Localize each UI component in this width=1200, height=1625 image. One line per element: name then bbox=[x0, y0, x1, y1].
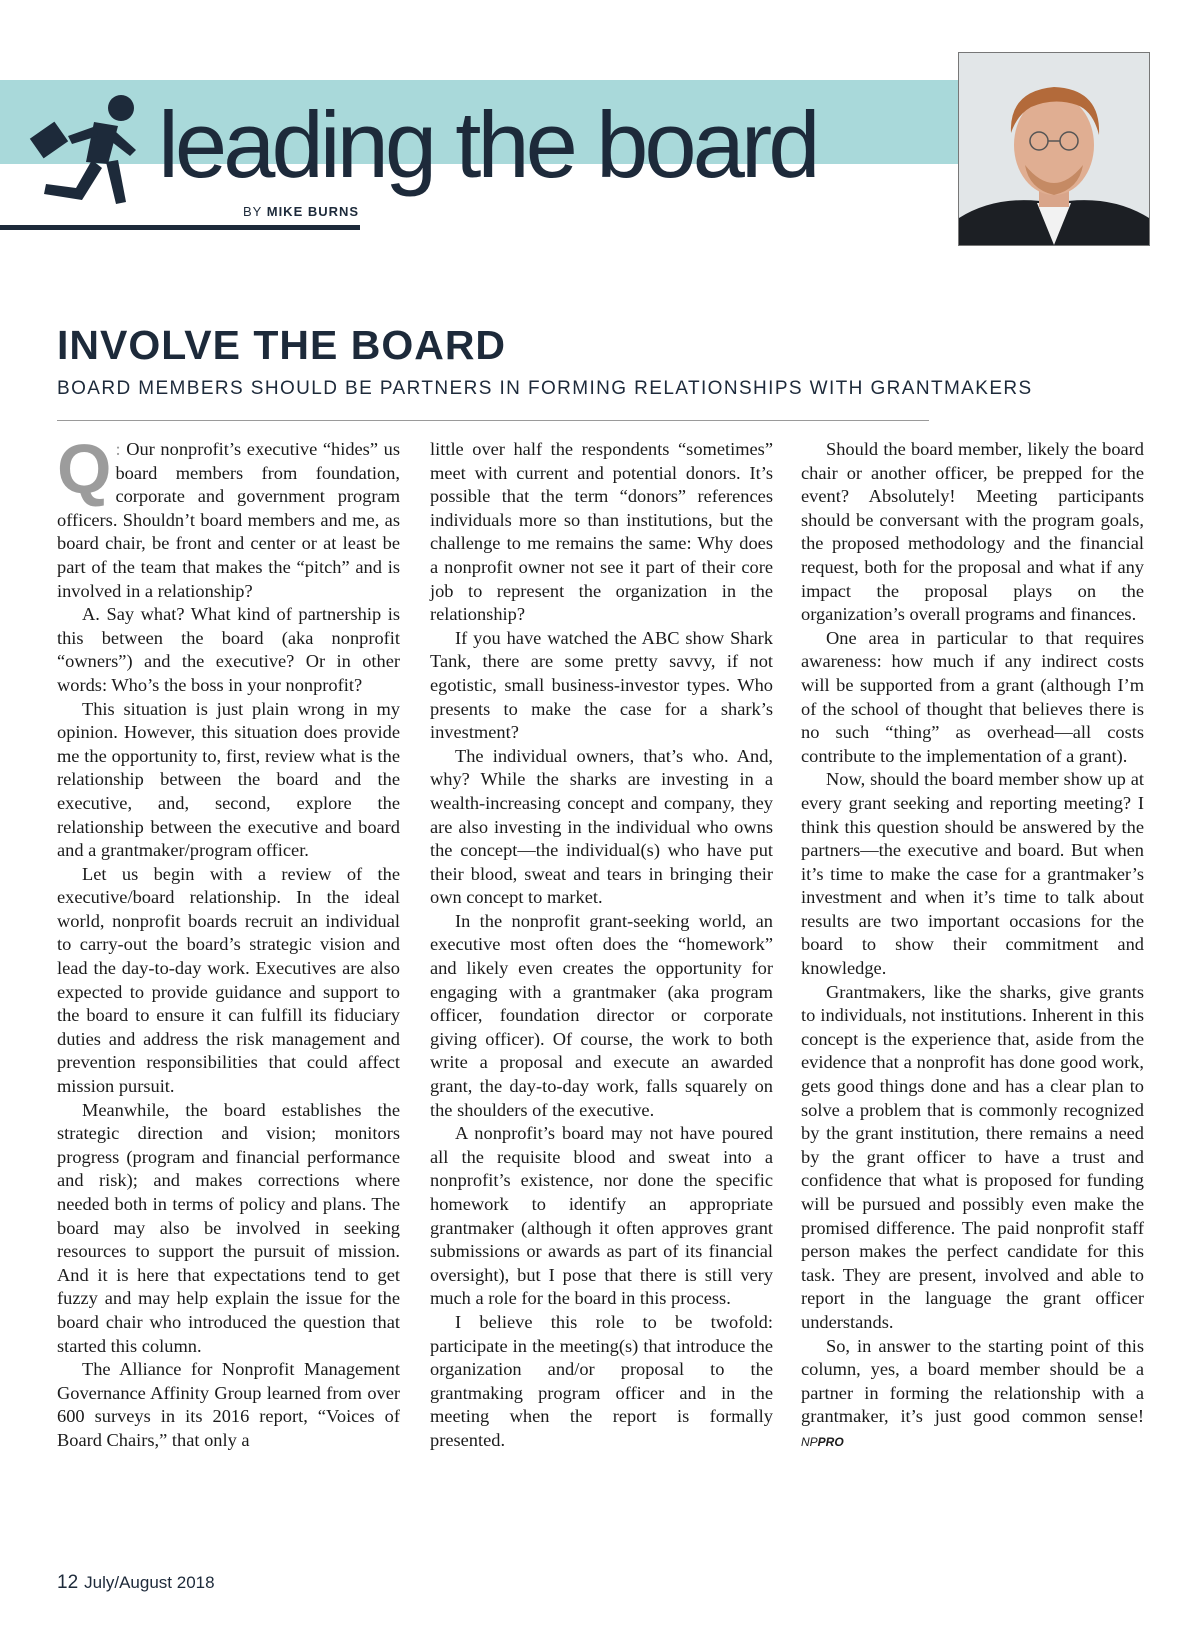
paragraph: Should the board member, likely the board chair or another officer, be prepped for the event? Absolutely! Meeting participants should be conversant with the program goals, the proposed methodology and the financial request, both for the proposal and what if any impact the proposal plays on the organization’s overall programs and finances. bbox=[801, 439, 1144, 625]
page-footer bbox=[57, 1572, 215, 1594]
paragraph: The individual owners, that’s who. And, why? While the sharks are investing in a wealth-increasing concept and company, they are also investing in the individual who owns the concept—the individual(s) who have put their blood, sweat and tears in bringing their own concept to market. bbox=[430, 745, 773, 908]
running-man-icon bbox=[28, 92, 146, 212]
drop-cap: Q bbox=[57, 430, 112, 508]
paragraph: A. Say what? What kind of partnership is this between the board (aka nonprofit “owners”) and the executive? Or in other words: Who’s the boss in your nonprofit? bbox=[57, 604, 400, 695]
column-1 bbox=[57, 430, 400, 1453]
np-pro-signature bbox=[801, 1435, 844, 1449]
deck: BOARD MEMBERS SHOULD BE PARTNERS IN FORMING RELATIONSHIPS WITH GRANTMAKERS bbox=[57, 378, 1033, 399]
paragraph: A nonprofit’s board may not have poured all the requisite blood and sweat into a nonprofit’s existence, nor done the specific homework to identify an appropriate grantmaker (although it often approves grant submissions or awards as part of its financial oversight), but I pose that there is still very much a role for the board in this process. bbox=[430, 1123, 773, 1309]
closing-paragraph bbox=[801, 1335, 1144, 1455]
column-title: leading the board bbox=[158, 92, 817, 197]
paragraph: This situation is just plain wrong in my opinion. However, this situation does provide me the opportunity to, first, review what is the relationship between the board and the executive, and, second, explore the relationship between the executive and board and a grantmaker/program officer. bbox=[57, 698, 400, 861]
question-paragraph bbox=[57, 430, 400, 603]
paragraph: I believe this role to be twofold: participate in the meeting(s) that introduce the organization and/or proposal to the grantmaking program officer and in the meeting when the report is formally presented. bbox=[430, 1311, 773, 1450]
byline-prefix: BY bbox=[243, 204, 263, 219]
headline: INVOLVE THE BOARD bbox=[57, 322, 507, 368]
drop-colon: : bbox=[115, 439, 121, 459]
paragraph: If you have watched the ABC show Shark Tank, there are some pretty savvy, if not egotistic, small business-investor types. Who presents to make the case for a shark’s investment? bbox=[430, 627, 773, 743]
title-underline bbox=[0, 225, 360, 230]
issue-date: July/August 2018 bbox=[84, 1573, 215, 1592]
byline bbox=[243, 204, 359, 219]
paragraph: One area in particular to that requires awareness: how much if any indirect costs will be supported from a grant (although I’m of the school of thought that believes there is no such “thing” as overhead—all costs contribute to the implementation of a grant). bbox=[801, 627, 1144, 766]
deck-divider bbox=[57, 420, 929, 421]
paragraph: little over half the respondents “sometimes” meet with current and potential donors. It’s possible that the term “donors” references individuals more so than institutions, but the challenge to me remains the same: Why does a nonprofit owner not see it part of their core job to represent the organization in the relationship? bbox=[430, 439, 773, 625]
column-2 bbox=[430, 438, 773, 1453]
byline-author: MIKE BURNS bbox=[266, 204, 360, 219]
sig-np: NP bbox=[801, 1434, 818, 1449]
paragraph: Grantmakers, like the sharks, give grants to individuals, not institutions. Inherent in this concept is the experience that, aside from the evidence that a nonprofit has done good work, gets good things done and has a clear plan to solve a problem that is commonly recognized by the grant institution, there remains a need by the grant officer to have a trust and confidence that what is proposed for funding will be pursued and possibly even make the promised difference. The paid nonprofit staff person makes the perfect candidate for this task. They are present, involved and able to report in the language the grant officer understands. bbox=[801, 981, 1144, 1332]
question-text: Our nonprofit’s executive “hides” us board members from foundation, corporate and government program officers. Shouldn’t board members and me, as board chair, be front and center or at least be part of the team that makes the “pitch” and is involved in a relationship? bbox=[57, 439, 400, 601]
author-photo bbox=[958, 52, 1150, 246]
sig-pro: PRO bbox=[817, 1434, 844, 1449]
paragraph: Meanwhile, the board establishes the strategic direction and vision; monitors progress (program and financial performance and risk); and makes corrections where needed both in terms of policy and plans. The board may also be involved in seeking resources to support the pursuit of mission. And it is here that expectations tend to get fuzzy and may help explain the issue for the board chair who introduced the question that started this column. bbox=[57, 1099, 400, 1356]
paragraph: Let us begin with a review of the executive/board relationship. In the ideal world, nonprofit boards recruit an individual to carry-out the board’s strategic vision and lead the day-to-day work. Executives are also expected to provide guidance and support to the board to ensure it can fulfill its fiduciary duties and address the risk management and prevention responsibilities that could affect mission pursuit. bbox=[57, 863, 400, 1097]
column-3 bbox=[801, 438, 1144, 1455]
closing-text: So, in answer to the starting point of this column, yes, a board member should be a partner in forming the relationship with a grantmaker, it’s just good common sense! bbox=[801, 1335, 1144, 1427]
paragraph: Now, should the board member show up at every grant seeking and reporting meeting? I think this question should be answered by the partners—the executive and board. But when it’s time to make the case for a grantmaker’s investment and when it’s time to talk about results are two important occasions for the board to show their commitment and knowledge. bbox=[801, 769, 1144, 979]
paragraph: The Alliance for Nonprofit Management Governance Affinity Group learned from over 600 surveys in its 2016 report, “Voices of Board Chairs,” that only a bbox=[57, 1359, 400, 1450]
paragraph: In the nonprofit grant-seeking world, an executive most often does the “homework” and likely even creates the opportunity for engaging with a grantmaker (aka program officer, foundation director or corporate giving officer). Of course, the work to both write a proposal and execute an awarded grant, the day-to-day work, falls squarely on the shoulders of the executive. bbox=[430, 910, 773, 1120]
page-number: 12 bbox=[57, 1572, 79, 1593]
